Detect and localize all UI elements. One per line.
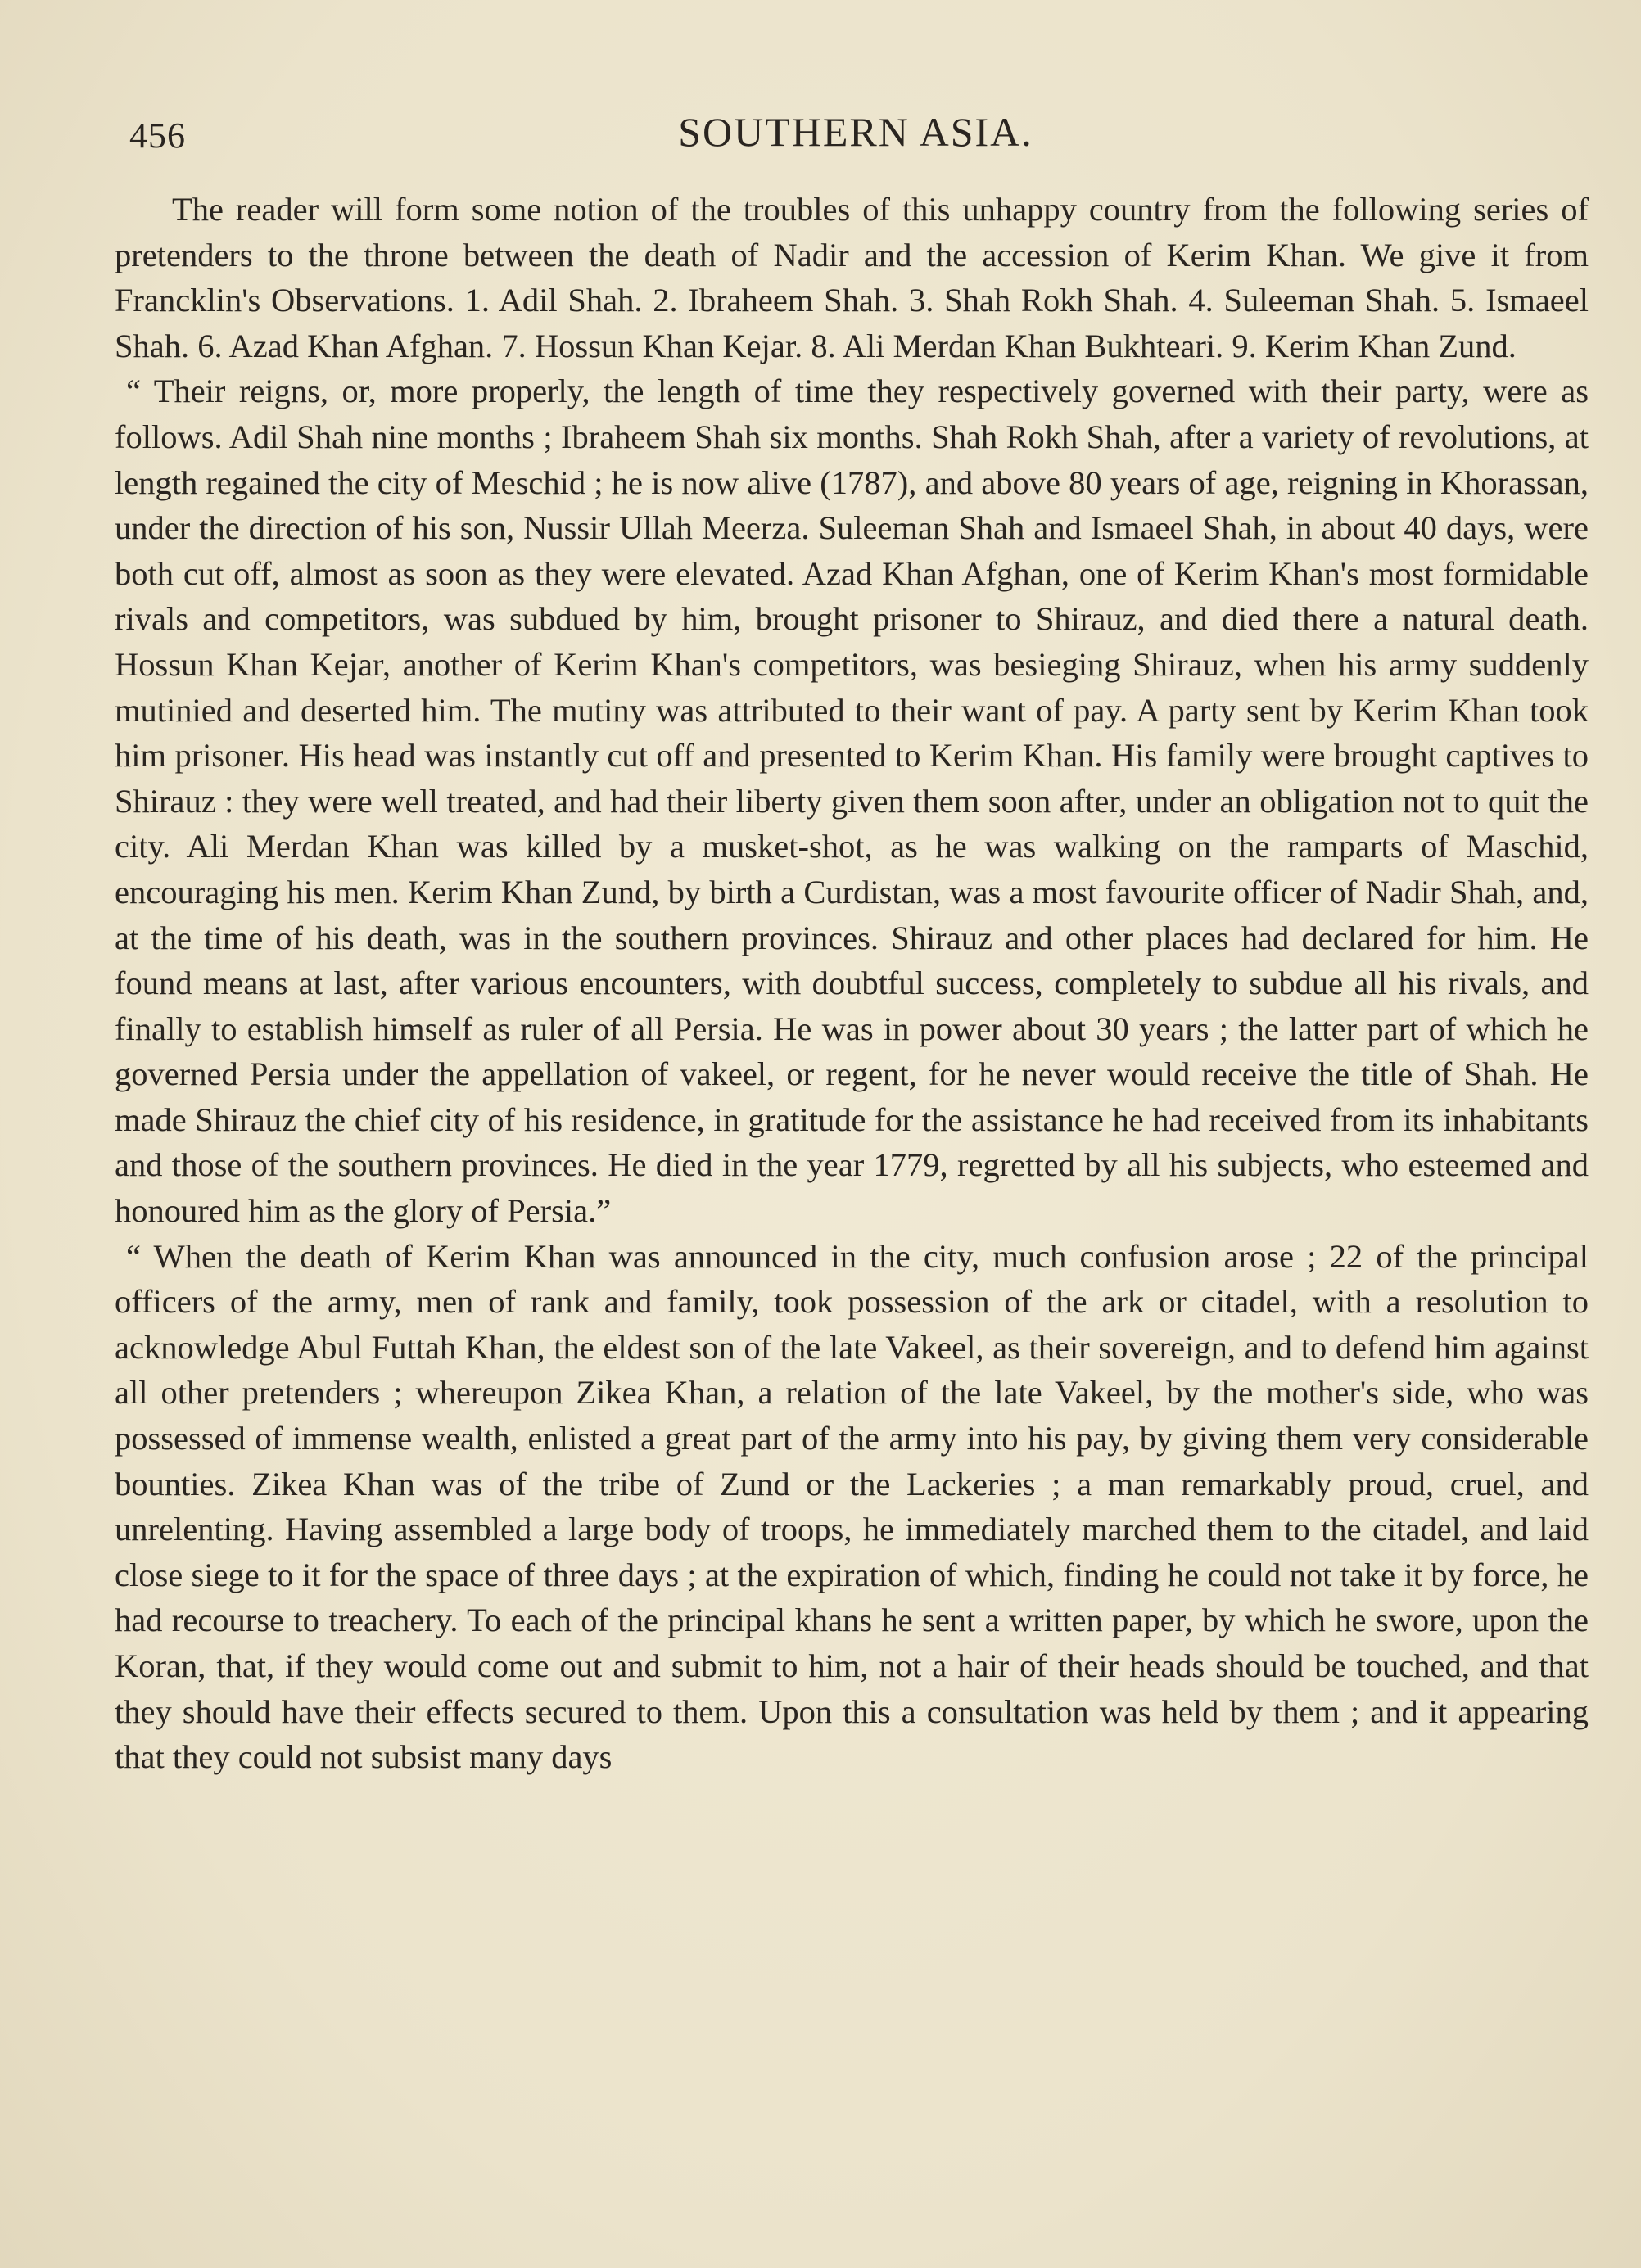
running-title: SOUTHERN ASIA.: [678, 109, 1033, 155]
page-number: 456: [129, 115, 186, 156]
paragraph-death-of-kerim-khan: “ When the death of Kerim Khan was announced in the city, much confusion arose ; 22 of the principal officers of the army, men of rank and family, took possession of the ark or citadel, with a resolution to acknowledge Abul Futtah Khan, the eldest son of the late Vakeel, as their sovereign, and to defend him against all other pretenders ; whereupon Zikea Khan, a relation of the late Vakeel, by the mother's side, who was possessed of immense wealth, enlisted a great part of the army into his pay, by giving them very considerable bounties. Zikea Khan was of the tribe of Zund or the Lackeries ; a man remarkably proud, cruel, and unrelenting. Having assembled a large body of troops, he immediately marched them to the citadel, and laid close siege to it for the space of three days ; at the expiration of which, finding he could not take it by force, he had recourse to treachery. To each of the principal khans he sent a written paper, by which he swore, upon the Koran, that, if they would come out and submit to him, not a hair of their heads should be touched, and that they should have their effects secured to them. Upon this a consultation was held by them ; and it appearing that they could not subsist many days: [115, 1237, 1589, 1776]
paragraph-reigns-quote: “ Their reigns, or, more properly, the length of time they respectively governed with their party, were as follows. Adil Shah nine months ; Ibraheem Shah six months. Shah Rokh Shah, after a variety of revolutions, at length regained the city of Meschid ; he is now alive (1787), and above 80 years of age, reigning in Khorassan, under the direction of his son, Nussir Ullah Meerza. Suleeman Shah and Ismaeel Shah, in about 40 days, were both cut off, almost as soon as they were elevated. Azad Khan Afghan, one of Kerim Khan's most formidable rivals and competitors, was subdued by him, brought prisoner to Shirauz, and died there a natural death. Hossun Khan Kejar, another of Kerim Khan's competitors, was besieging Shirauz, when his army suddenly mutinied and deserted him. The mutiny was attributed to their want of pay. A party sent by Kerim Khan took him prisoner. His head was instantly cut off and presented to Kerim Khan. His family were brought captives to Shirauz : they were well treated, and had their liberty given them soon after, under an obligation not to quit the city. Ali Merdan Khan was killed by a musket-shot, as he was walking on the ramparts of Maschid, encouraging his men. Kerim Khan Zund, by birth a Curdistan, was a most favourite officer of Nadir Shah, and, at the time of his death, was in the southern provinces. Shirauz and other places had declared for him. He found means at last, after various encounters, with doubtful success, completely to subdue all his rivals, and finally to establish himself as ruler of all Persia. He was in power about 30 years ; the latter part of which he governed Persia under the appellation of vakeel, or regent, for he never would receive the title of Shah. He made Shirauz the chief city of his residence, in gratitude for the assistance he had received from its inhabitants and those of the southern provinces. He died in the year 1779, regretted by all his subjects, who esteemed and honoured him as the glory of Persia.”: [115, 373, 1589, 1230]
paragraph-pretenders-list: The reader will form some notion of the troubles of this unhappy country from the following series of pretenders to the throne between the death of Nadir and the accession of Kerim Khan. We give it from Francklin's Observations. 1. Adil Shah. 2. Ibraheem Shah. 3. Shah Rokh Shah. 4. Suleeman Shah. 5. Ismaeel Shah. 6. Azad Khan Afghan. 7. Hossun Khan Kejar. 8. Ali Merdan Khan Bukhteari. 9. Kerim Khan Zund.: [115, 191, 1589, 364]
body-text: [115, 187, 1589, 1780]
running-head: [123, 108, 1589, 165]
